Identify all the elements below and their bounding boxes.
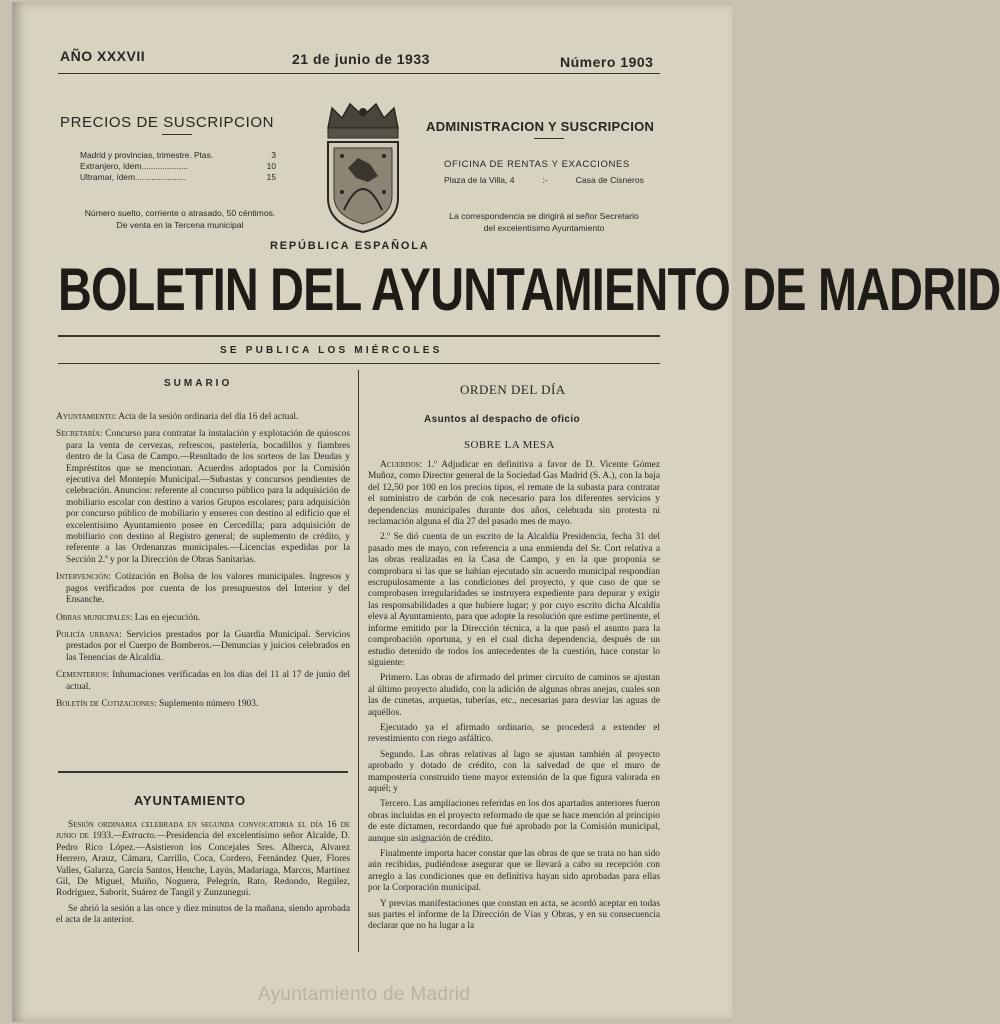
- office-name: OFICINA DE RENTAS Y EXACCIONES: [444, 159, 630, 170]
- coat-of-arms-icon: [318, 98, 408, 236]
- sumario-list: [56, 412, 350, 716]
- price-row: Ultramar, ídem...................... 15: [80, 172, 276, 182]
- column-divider: [358, 370, 359, 952]
- subscription-prices: [80, 150, 276, 183]
- newspaper-page: [12, 2, 1000, 1022]
- orden-section: SOBRE LA MESA: [464, 439, 555, 451]
- subscription-title-rule: [162, 134, 192, 135]
- price-row: Madrid y provincias, trimestre. Ptas. 3: [80, 150, 276, 160]
- masthead-rule-top: [58, 335, 660, 337]
- sumario-entry: Policía urbana: Servicios prestados por la Guardia Municipal. Servicios prestados por el Cuerpo de Bomberos.—Denuncias y juicios celebrados en las Tenencias de Alcaldía.: [56, 629, 350, 663]
- sumario-entry: Cementerios: Inhumaciones verificadas en los días del 11 al 17 de junio del actual.: [56, 670, 350, 692]
- sumario-entry: Intervención: Cotización en Bolsa de los valores municipales. Ingresos y pagos verificados por cuenta de los presupuestos del Interior y del Ensanche.: [56, 572, 350, 606]
- orden-paragraph: 2.º Se dió cuenta de un escrito de la Alcaldía Presidencia, fecha 31 del pasado mes de mayo, con referencia a una enmienda del Sr. Cort relativa a las obras realizadas en la Casa de Campo, y en la que proponía se comprobara si las que se habían ejecutado sin acuerdo municipal respondían escrupulosamente a las condiciones del proyecto, y que caso de que se comprobasen irregularidades se instruyera expediente para depurar y exigir las responsabilidades a que hubiere lugar; y por cuyo escrito dicha Alcaldía eleva al Ayuntamiento, para que adopte la resolución que estime pertinente, el informe emitido por la Dirección técnica, a la que pasó el asunto para la comprobación oportuna, y en el cual dicha dependencia, después de un estudio detenido de todos los antecedentes de la cuestión, hace constar lo siguiente:: [368, 532, 660, 668]
- watermark: Ayuntamiento de Madrid: [258, 984, 471, 1005]
- masthead-title: BOLETIN DEL AYUNTAMIENTO DE MADRID: [58, 256, 1000, 323]
- issue-date: 21 de junio de 1933: [292, 51, 430, 67]
- orden-paragraph: Tercero. Las ampliaciones referidas en los dos apartados anteriores fueron obras incluídas en el proyecto reformado de que se hace mención al principio de este dictamen, recordando que fué aprobado por la Comisión municipal, aunque sin asignación de crédito.: [368, 799, 660, 844]
- orden-subtitle: Asuntos al despacho de oficio: [424, 414, 581, 425]
- sumario-entry: Boletín de Cotizaciones: Suplemento número 1903.: [56, 698, 259, 709]
- orden-body: [368, 460, 660, 937]
- price-row: Extranjero, ídem.................... 10: [80, 161, 276, 171]
- correspondence-note: La correspondencia se dirigirá al señor Secretario: [449, 211, 639, 221]
- session-opening: Se abrió la sesión a las once y diez minutos de la mañana, siendo aprobada el acta de la anterior.: [56, 903, 350, 926]
- orden-paragraph: Ejecutado ya el afirmado ordinario, se procederá a extender el revestimiento con riego asfáltico.: [368, 722, 660, 745]
- sumario-entry: Ayuntamiento: Acta de la sesión ordinaria del día 16 del actual.: [56, 412, 299, 422]
- orden-paragraph: Y previas manifestaciones que constan en acta, se acordó aceptar en todas sus partes el informe de la Dirección de Vías y Obras, y en su consecuencia declarar que no ha lugar a la: [368, 898, 660, 932]
- publication-frequency: SE PUBLICA LOS MIÉRCOLES: [220, 345, 443, 356]
- sumario-rule: [58, 771, 348, 773]
- orden-paragraph: Acuerdos: 1.º Adjudicar en definitiva a favor de D. Vicente Gómez Muñoz, como Director general de la Sociedad Gas Madrid (S. A.), con la baja del 12,50 por 100 en los precios tipos, el remate de la subasta para contratar el suministro de carbón de cok necesario para los diferentes servicios y dependencias municipales durante dos años, celebrada sin protesta ni reclamación alguna el día 27 del pasado mes de mayo.: [368, 460, 660, 528]
- session-minutes: [56, 820, 350, 931]
- orden-paragraph: Primero. Las obras de afirmado del primer circuito de caminos se ajustan al último proyecto aludido, con la adición de algunas obras anejas, cuales son las de cunetas, arquetas, tuberías, etc., necesarias para desviar las aguas de aquéllos.: [368, 673, 660, 718]
- administration-title: ADMINISTRACION Y SUSCRIPCION: [426, 119, 655, 134]
- orden-paragraph: Segundo. Las obras relativas al lago se ajustan también al proyecto aprobado y dotado de crédito, con la salvedad de que el muro de mampostería construído tiene mayor extensión de la que figura valorada en aquél; y: [368, 749, 660, 794]
- office-address: Plaza de la Villa, 4 :- Casa de Cisneros: [444, 175, 644, 185]
- sumario-entry: Obras municipales: Las en ejecución.: [56, 612, 201, 623]
- sale-location-note: De venta en la Tercena municipal: [116, 220, 244, 230]
- sumario-entry: Secretaría: Concurso para contratar la instalación y explotación de quioscos para la venta de cervezas, refrescos, pastelería, bocadillos y fiambres dentro de la Casa de Campo.—Resultado de los sorteos de las Deudas y Empréstitos que se mencionan. Acuerdos adoptados por la Comisión ejecutiva del Montepío Municipal.—Subastas y concursos pendientes de celebración. Anuncios: referente al concurso público para la adquisición de mobiliario escolar con destino a varios Grupos escolares; para adquisición por concurso público de mobiliario y enseres con destino al edificio que el excelentísimo Ayuntamiento posee en Cercedilla; para adquisición de mobiliario con destino al Registro general; de suplemento de crédito, y referente a las Ordenanzas municipales.—Licencias expedidas por la Sección 2.ª y por la Dirección de Obras Sanitarias.: [56, 429, 350, 565]
- single-copy-note: Número suelto, corriente o atrasado, 50 céntimos.: [84, 208, 276, 218]
- correspondence-note-2: del excelentísimo Ayuntamiento: [483, 223, 605, 233]
- header-rule: [58, 73, 660, 74]
- issue-number: Número 1903: [560, 54, 654, 70]
- orden-paragraph: Finalmente importa hacer constar que las obras de que se trata no han sido aún recibidas, pudiéndose asegurar que se llevará a cabo su recepción con arreglo a las condiciones que en definitiva hayan sido aprobadas para ellas por la Corporación municipal.: [368, 849, 660, 894]
- republic-label: REPÚBLICA ESPAÑOLA: [270, 240, 430, 252]
- year-label: AÑO XXXVII: [60, 48, 146, 64]
- sumario-title: SUMARIO: [164, 378, 233, 389]
- masthead-rule-bottom: [58, 363, 660, 364]
- ayuntamiento-title: AYUNTAMIENTO: [134, 793, 246, 808]
- subscription-title: PRECIOS DE SUSCRIPCION: [60, 114, 275, 131]
- session-intro: Sesión ordinaria celebrada en segunda convocatoria el día 16 de junio de 1933.—Extracto.—Presidencia del excelentísimo señor Alcalde, D. Pedro Rico López.—Asistieron los Concejales Sres. Alberca, Alvarez Herrero, Arauz, Cámara, Carrillo, Coca, Cordero, Fernández Quer, Flores Valles, Galarza, García Santos, Henche, Layús, Madariaga, Marcos, Martínez Gil, De Miguel, Muiño, Noguera, Pelegrín, Rato, Redondo, Regúlez, Rodríguez, Saborit, Suárez de Tangil y Zunzunegui.: [56, 820, 350, 899]
- orden-title: ORDEN DEL DÍA: [460, 382, 566, 397]
- administration-title-rule: [534, 138, 564, 139]
